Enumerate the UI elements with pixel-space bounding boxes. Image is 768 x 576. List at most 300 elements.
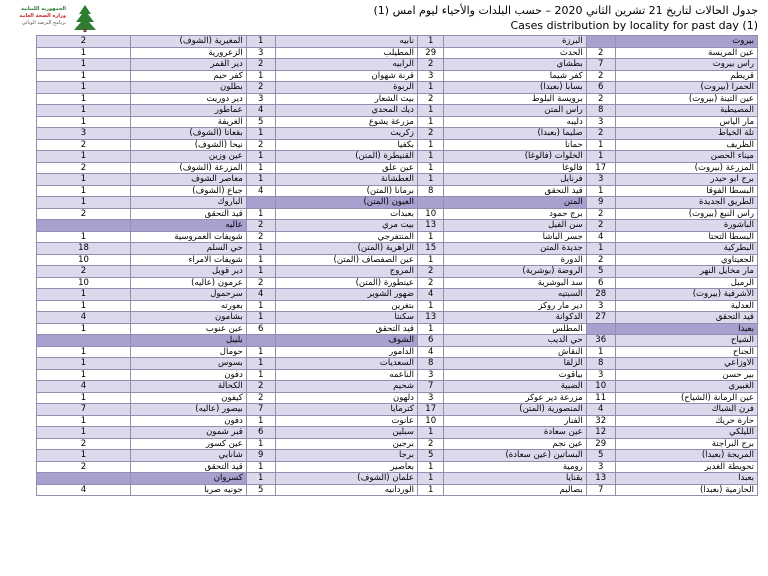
table-row — [37, 266, 758, 278]
case-count-cell: 2 — [246, 392, 275, 404]
ministry-logo — [4, 4, 108, 34]
table-row — [37, 404, 758, 416]
case-count-cell: 1 — [37, 151, 131, 163]
logo-line-2: وزارة الصحة العامة — [19, 13, 66, 19]
case-count-cell: 3 — [246, 47, 275, 59]
case-count-cell: 3 — [37, 128, 131, 140]
case-count-cell: 2 — [246, 277, 275, 289]
case-count-cell: 1 — [246, 415, 275, 427]
table-row — [37, 197, 758, 209]
locality-name-cell: بير حسن — [615, 369, 757, 381]
locality-name-cell: بياقوت — [444, 369, 586, 381]
locality-name-cell: عينطورة (المتن) — [275, 277, 417, 289]
logo-line-1: الجمهورية اللبنانية — [20, 6, 66, 12]
locality-name-cell: قيد التحقق — [444, 185, 586, 197]
locality-name-cell: البسطا الفوقا — [615, 185, 757, 197]
case-count-cell: 1 — [417, 323, 444, 335]
locality-name-cell: قرنة شهوان — [275, 70, 417, 82]
locality-name-cell: قيد التحقق — [615, 312, 757, 324]
locality-name-cell: كفر حيم — [131, 70, 247, 82]
case-count-cell: 8 — [586, 358, 615, 370]
case-count-cell: 1 — [37, 358, 131, 370]
locality-name-cell: سن الفيل — [444, 220, 586, 232]
district-header-cell: الشوف — [275, 335, 417, 347]
locality-name-cell: بعاصير — [275, 461, 417, 473]
table-row — [37, 484, 758, 496]
locality-name-cell: البرزة — [444, 36, 586, 48]
case-count-cell: 2 — [417, 93, 444, 105]
case-count-cell: 1 — [417, 162, 444, 174]
locality-name-cell: بشامون — [131, 312, 247, 324]
table-row — [37, 208, 758, 220]
locality-name-cell: عين التينة (بيروت) — [615, 93, 757, 105]
case-count-cell — [37, 473, 131, 485]
table-row — [37, 427, 758, 439]
case-count-cell: 1 — [417, 427, 444, 439]
locality-name-cell: فالوغا — [444, 162, 586, 174]
locality-name-cell: السعديات — [275, 358, 417, 370]
case-count-cell: 8 — [417, 185, 444, 197]
case-count-cell: 2 — [246, 231, 275, 243]
case-count-cell: 1 — [417, 36, 444, 48]
case-count-cell: 1 — [246, 461, 275, 473]
table-row — [37, 346, 758, 358]
locality-name-cell: عين نجم — [444, 438, 586, 450]
case-count-cell: 1 — [37, 185, 131, 197]
locality-name-cell: جونيه صربا — [131, 484, 247, 496]
locality-name-cell: الغريفة — [131, 116, 247, 128]
table-row — [37, 335, 758, 347]
page-title-english: Cases distribution by locality for past day (1) — [510, 19, 758, 32]
district-header-cell: بعبدا — [615, 323, 757, 335]
case-count-cell: 13 — [417, 312, 444, 324]
case-count-cell: 1 — [37, 427, 131, 439]
locality-name-cell: السبتيه — [444, 289, 586, 301]
table-row — [37, 151, 758, 163]
case-count-cell: 2 — [417, 59, 444, 71]
locality-name-cell: مار مخايل النهر — [615, 266, 757, 278]
case-count-cell: 8 — [586, 105, 615, 117]
locality-name-cell: الطريق الجديدة — [615, 197, 757, 209]
table-row — [37, 162, 758, 174]
case-count-cell: 4 — [417, 289, 444, 301]
case-count-cell: 2 — [37, 438, 131, 450]
table-row — [37, 415, 758, 427]
district-header-cell: كسروان — [131, 473, 247, 485]
locality-name-cell: كفر شيما — [444, 70, 586, 82]
locality-name-cell: المغيرية (الشوف) — [131, 36, 247, 48]
locality-name-cell: عين عنوب — [131, 323, 247, 335]
locality-name-cell: المنصورية (المتن) — [444, 404, 586, 416]
case-count-cell: 1 — [417, 105, 444, 117]
table-row — [37, 369, 758, 381]
case-count-cell: 10 — [417, 208, 444, 220]
locality-name-cell: العدلية — [615, 300, 757, 312]
locality-name-cell: حومال — [131, 346, 247, 358]
locality-name-cell: بطشاي — [444, 59, 586, 71]
locality-name-cell: برج البراجنة — [615, 438, 757, 450]
table-row — [37, 289, 758, 301]
locality-name-cell: برجين — [275, 438, 417, 450]
case-count-cell: 15 — [417, 243, 444, 255]
locality-name-cell: بصاليم — [444, 484, 586, 496]
locality-name-cell: بيصور (عاليه) — [131, 404, 247, 416]
case-count-cell: 2 — [246, 59, 275, 71]
locality-name-cell: الباشورة — [615, 220, 757, 232]
table-row — [37, 461, 758, 473]
locality-name-cell: دير دوريت — [131, 93, 247, 105]
locality-name-cell: مار الياس — [615, 116, 757, 128]
locality-name-cell: سبلين — [275, 427, 417, 439]
case-count-cell: 3 — [586, 369, 615, 381]
case-count-cell: 3 — [586, 461, 615, 473]
locality-name-cell: البساتين (عين سعادة) — [444, 450, 586, 462]
case-count-cell: 1 — [417, 254, 444, 266]
case-count-cell: 2 — [417, 266, 444, 278]
table-row — [37, 59, 758, 71]
locality-name-cell: صليما (بعبدا) — [444, 128, 586, 140]
locality-name-cell: زكريت — [275, 128, 417, 140]
locality-name-cell: حمانا — [444, 139, 586, 151]
case-count-cell: 2 — [586, 254, 615, 266]
case-count-cell: 17 — [417, 404, 444, 416]
locality-name-cell: شويفات الامراء — [131, 254, 247, 266]
case-count-cell: 1 — [37, 450, 131, 462]
case-count-cell: 27 — [586, 312, 615, 324]
case-count-cell: 1 — [37, 300, 131, 312]
case-count-cell: 4 — [246, 105, 275, 117]
case-count-cell: 10 — [586, 381, 615, 393]
locality-name-cell: شحيم — [275, 381, 417, 393]
locality-name-cell: الخلوات (فالوغا) — [444, 151, 586, 163]
locality-name-cell: بسوس — [131, 358, 247, 370]
case-count-cell: 1 — [246, 300, 275, 312]
locality-name-cell: جباع (الشوف) — [131, 185, 247, 197]
case-count-cell: 1 — [246, 312, 275, 324]
locality-name-cell: الحمرا (بيروت) — [615, 82, 757, 94]
locality-name-cell: مزرعة دير عوكر — [444, 392, 586, 404]
locality-name-cell: عين المريسة — [615, 47, 757, 59]
locality-name-cell: ميناء الحصن — [615, 151, 757, 163]
case-count-cell: 1 — [37, 174, 131, 186]
locality-name-cell: حارة حريك — [615, 415, 757, 427]
case-count-cell: 1 — [37, 392, 131, 404]
locality-name-cell: تحويطة الغدير — [615, 461, 757, 473]
locality-name-cell: المطلس — [444, 323, 586, 335]
case-count-cell: 1 — [246, 36, 275, 48]
case-count-cell: 32 — [586, 415, 615, 427]
case-count-cell: 1 — [37, 93, 131, 105]
locality-name-cell: المطيلب — [275, 47, 417, 59]
table-row — [37, 323, 758, 335]
locality-name-cell: دفون — [131, 415, 247, 427]
table-row — [37, 450, 758, 462]
case-count-cell: 4 — [586, 404, 615, 416]
locality-name-cell: جديدة المتن — [444, 243, 586, 255]
locality-name-cell: بعبدا — [615, 473, 757, 485]
table-row — [37, 254, 758, 266]
case-count-cell: 1 — [37, 47, 131, 59]
locality-name-cell: كيفون — [131, 392, 247, 404]
table-row — [37, 473, 758, 485]
case-count-cell: 1 — [417, 231, 444, 243]
case-count-cell: 3 — [417, 369, 444, 381]
locality-name-cell: بكفيا — [275, 139, 417, 151]
case-count-cell: 28 — [586, 289, 615, 301]
locality-name-cell: ضهور الشوير — [275, 289, 417, 301]
locality-name-cell: عرمون (عاليه) — [131, 277, 247, 289]
locality-name-cell: ديك المحدي — [275, 105, 417, 117]
case-count-cell: 1 — [246, 208, 275, 220]
case-count-cell: 13 — [417, 220, 444, 232]
case-count-cell: 8 — [417, 358, 444, 370]
table-row — [37, 392, 758, 404]
locality-name-cell: الشياح — [615, 335, 757, 347]
case-count-cell: 5 — [586, 450, 615, 462]
locality-name-cell: عين الصفصاف (المتن) — [275, 254, 417, 266]
locality-name-cell: عانوت — [275, 415, 417, 427]
case-count-cell: 13 — [586, 473, 615, 485]
case-count-cell: 2 — [586, 93, 615, 105]
logo-line-3: برنامج الترصد الوبائي — [21, 20, 66, 26]
locality-name-cell: دلهون — [275, 392, 417, 404]
case-count-cell: 1 — [246, 174, 275, 186]
locality-name-cell: سكنتا — [275, 312, 417, 324]
locality-name-cell: عين سعادة — [444, 427, 586, 439]
case-count-cell — [246, 197, 275, 209]
case-count-cell: 3 — [246, 93, 275, 105]
locality-name-cell: المنتفرجي — [275, 231, 417, 243]
locality-name-cell: قبر شمون — [131, 427, 247, 439]
locality-name-cell: قريطم — [615, 70, 757, 82]
district-header-cell: عاليه — [131, 220, 247, 232]
table-row — [37, 36, 758, 48]
case-count-cell: 17 — [586, 162, 615, 174]
case-count-cell: 7 — [246, 404, 275, 416]
locality-name-cell: بقنايا — [444, 473, 586, 485]
locality-name-cell: برويسة البلوط — [444, 93, 586, 105]
locality-name-cell: الزلقا — [444, 358, 586, 370]
case-count-cell: 1 — [417, 174, 444, 186]
case-count-cell: 1 — [246, 369, 275, 381]
case-count-cell: 36 — [586, 335, 615, 347]
case-count-cell: 1 — [246, 346, 275, 358]
locality-name-cell: دير القمر — [131, 59, 247, 71]
case-count-cell: 3 — [586, 300, 615, 312]
case-count-cell: 3 — [417, 392, 444, 404]
locality-name-cell: دفون — [131, 369, 247, 381]
case-count-cell: 1 — [417, 473, 444, 485]
case-count-cell: 1 — [37, 116, 131, 128]
case-count-cell: 10 — [37, 254, 131, 266]
case-count-cell: 1 — [586, 139, 615, 151]
case-count-cell: 10 — [37, 277, 131, 289]
case-count-cell: 2 — [586, 220, 615, 232]
locality-name-cell: قيد التحقق — [131, 461, 247, 473]
table-row — [37, 47, 758, 59]
locality-name-cell: مزرعة يشوع — [275, 116, 417, 128]
case-count-cell: 4 — [246, 289, 275, 301]
case-count-cell: 6 — [246, 323, 275, 335]
locality-name-cell: برج ابو حيدر — [615, 174, 757, 186]
case-count-cell: 2 — [37, 36, 131, 48]
locality-name-cell: راس النبع (بيروت) — [615, 208, 757, 220]
case-count-cell: 2 — [37, 139, 131, 151]
district-header-cell: المتن — [444, 197, 586, 209]
locality-name-cell: الكحالة — [131, 381, 247, 393]
case-count-cell: 5 — [246, 484, 275, 496]
locality-name-cell: عين الرمانة (الشياح) — [615, 392, 757, 404]
district-header-cell: بيروت — [615, 36, 757, 48]
locality-name-cell: الزعرورية — [131, 47, 247, 59]
case-count-cell: 1 — [586, 243, 615, 255]
locality-name-cell: تلة الخياط — [615, 128, 757, 140]
table-row — [37, 128, 758, 140]
locality-name-cell: راس المتن — [444, 105, 586, 117]
case-count-cell: 11 — [586, 392, 615, 404]
locality-name-cell: الناعمه — [275, 369, 417, 381]
locality-name-cell: المزرعة (بيروت) — [615, 162, 757, 174]
case-count-cell: 7 — [586, 59, 615, 71]
table-row — [37, 277, 758, 289]
locality-name-cell: حي الديب — [444, 335, 586, 347]
case-count-cell: 29 — [586, 438, 615, 450]
case-count-cell: 7 — [417, 381, 444, 393]
locality-name-cell: الربوة — [275, 82, 417, 94]
case-count-cell: 4 — [586, 231, 615, 243]
locality-name-cell: الباروك — [131, 197, 247, 209]
locality-name-cell: دير قوبل — [131, 266, 247, 278]
locality-name-cell: البطركية — [615, 243, 757, 255]
table-row — [37, 174, 758, 186]
locality-name-cell: قيد التحقق — [131, 208, 247, 220]
locality-name-cell: برجا — [275, 450, 417, 462]
locality-name-cell: الضبية — [444, 381, 586, 393]
table-row — [37, 82, 758, 94]
locality-name-cell: القنيطرة (المتن) — [275, 151, 417, 163]
locality-name-cell: الليلكي — [615, 427, 757, 439]
case-count-cell: 7 — [586, 484, 615, 496]
locality-name-cell: نابيه — [275, 36, 417, 48]
ministry-emblem-icon — [68, 4, 102, 32]
case-count-cell: 1 — [37, 346, 131, 358]
case-count-cell: 6 — [586, 277, 615, 289]
case-count-cell: 4 — [417, 346, 444, 358]
page-title-arabic: جدول الحالات لتاريخ 21 تشرين الثاني 2020 – حسب البلدات والأحياء ليوم امس (1) — [373, 4, 758, 17]
case-count-cell: 2 — [586, 208, 615, 220]
case-count-cell: 6 — [586, 82, 615, 94]
locality-name-cell: الوردانيه — [275, 484, 417, 496]
table-row — [37, 116, 758, 128]
locality-name-cell: معاصر الشوف — [131, 174, 247, 186]
locality-name-cell: بيت الشعار — [275, 93, 417, 105]
case-count-cell: 1 — [586, 346, 615, 358]
case-count-cell: 7 — [37, 404, 131, 416]
case-count-cell: 1 — [246, 70, 275, 82]
case-count-cell: 2 — [246, 220, 275, 232]
locality-name-cell: الغبيري — [615, 381, 757, 393]
locality-name-cell: المروج — [275, 266, 417, 278]
table-row — [37, 185, 758, 197]
locality-name-cell: بعورته — [131, 300, 247, 312]
locality-name-cell: بسابا (بعبدا) — [444, 82, 586, 94]
case-count-cell: 1 — [417, 82, 444, 94]
case-count-cell: 1 — [37, 197, 131, 209]
locality-name-cell: بتغرين — [275, 300, 417, 312]
locality-name-cell: دليبه — [444, 116, 586, 128]
case-count-cell: 10 — [417, 415, 444, 427]
case-count-cell: 2 — [586, 47, 615, 59]
case-count-cell: 9 — [246, 450, 275, 462]
table-row — [37, 231, 758, 243]
locality-name-cell: الرابيه — [275, 59, 417, 71]
case-count-cell: 1 — [246, 254, 275, 266]
locality-name-cell: العطشانة — [275, 174, 417, 186]
locality-name-cell: المريجة (بعبدا) — [615, 450, 757, 462]
case-count-cell: 12 — [586, 427, 615, 439]
case-count-cell — [37, 220, 131, 232]
case-count-cell: 5 — [246, 116, 275, 128]
table-row — [37, 300, 758, 312]
case-count-cell: 2 — [586, 70, 615, 82]
locality-name-cell: الجناح — [615, 346, 757, 358]
case-count-cell: 2 — [246, 381, 275, 393]
case-count-cell: 5 — [417, 450, 444, 462]
table-row — [37, 358, 758, 370]
table-row — [37, 93, 758, 105]
locality-name-cell: الحازمية (بعبدا) — [615, 484, 757, 496]
case-count-cell — [37, 335, 131, 347]
locality-name-cell: سد البوشرية — [444, 277, 586, 289]
district-header-cell: بليبل — [131, 335, 247, 347]
table-row — [37, 139, 758, 151]
case-count-cell: 2 — [246, 82, 275, 94]
locality-name-cell: الرميل — [615, 277, 757, 289]
case-count-cell: 1 — [37, 323, 131, 335]
case-count-cell: 1 — [37, 59, 131, 71]
case-count-cell: 1 — [586, 185, 615, 197]
case-count-cell: 29 — [417, 47, 444, 59]
case-count-cell: 1 — [417, 139, 444, 151]
case-count-cell: 1 — [246, 128, 275, 140]
case-count-cell: 2 — [37, 461, 131, 473]
case-count-cell: 2 — [417, 128, 444, 140]
case-count-cell: 2 — [586, 128, 615, 140]
locality-name-cell: الدورة — [444, 254, 586, 266]
case-count-cell: 1 — [246, 473, 275, 485]
case-count-cell: 1 — [417, 151, 444, 163]
locality-name-cell: الروضة (بوشرية) — [444, 266, 586, 278]
case-count-cell: 4 — [37, 484, 131, 496]
case-count-cell: 18 — [37, 243, 131, 255]
locality-name-cell: كترمايا — [275, 404, 417, 416]
case-count-cell: 4 — [246, 185, 275, 197]
ministry-name — [4, 6, 66, 27]
case-count-cell: 2 — [37, 208, 131, 220]
case-count-cell: 3 — [586, 174, 615, 186]
case-count-cell: 3 — [586, 116, 615, 128]
locality-name-cell: نيحا (الشوف) — [131, 139, 247, 151]
locality-name-cell: عين كسور — [131, 438, 247, 450]
case-count-cell: 1 — [37, 105, 131, 117]
locality-name-cell: جسر الباشا — [444, 231, 586, 243]
locality-name-cell: برج حمود — [444, 208, 586, 220]
locality-name-cell: الدامور — [275, 346, 417, 358]
locality-name-cell: برمانا (المتن) — [275, 185, 417, 197]
case-count-cell: 1 — [586, 151, 615, 163]
case-count-cell: 1 — [246, 243, 275, 255]
table-row — [37, 312, 758, 324]
